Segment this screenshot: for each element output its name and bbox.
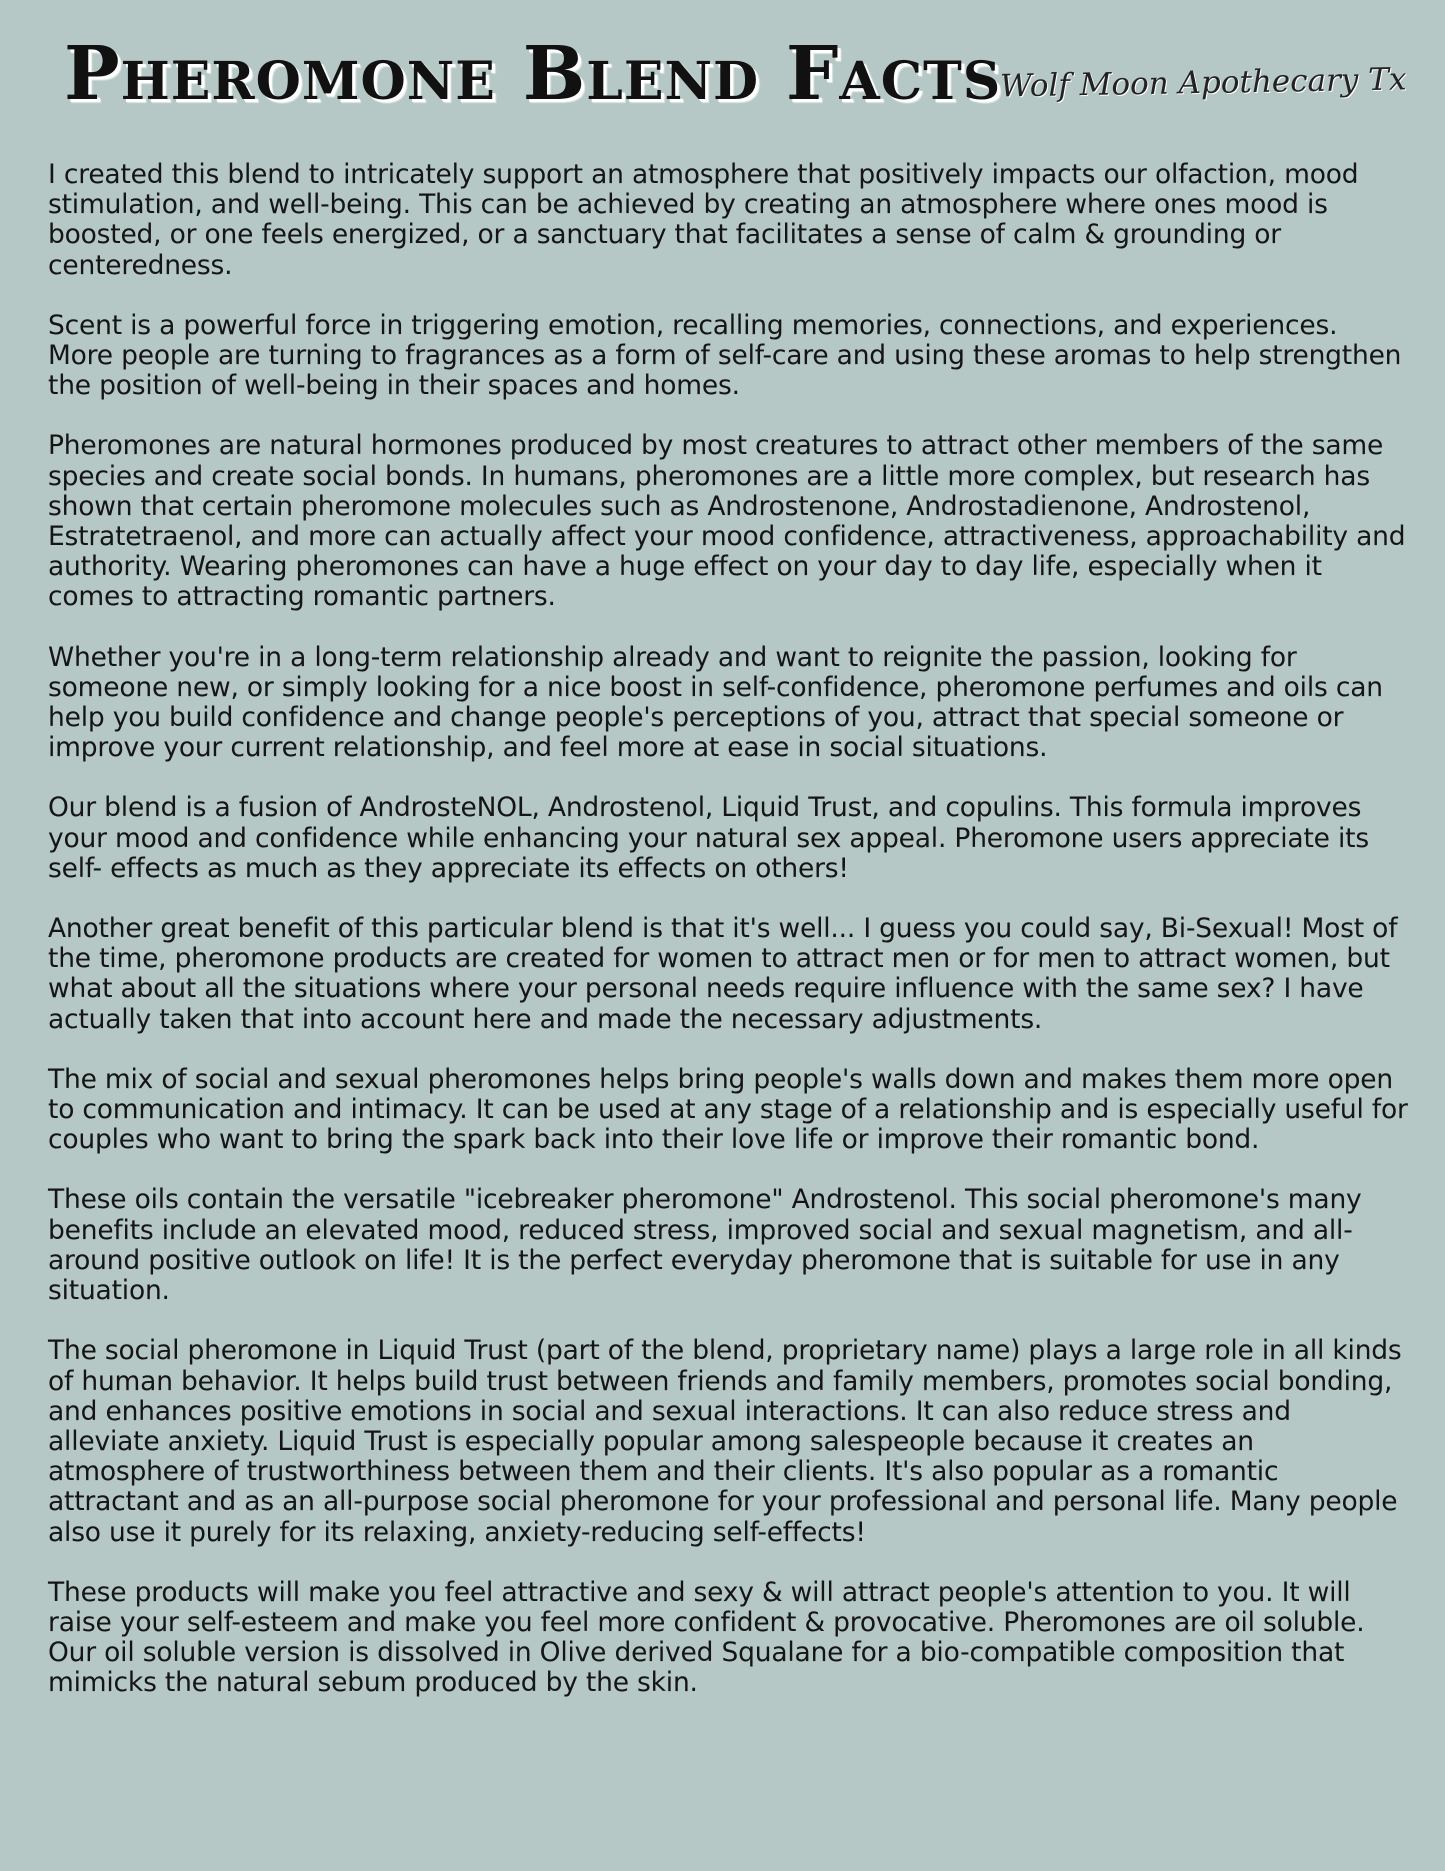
brand-signature: Wolf Moon Apothecary Tx (999, 61, 1407, 105)
paragraph-androstenol: These oils contain the versatile "icebreaker pheromone" Androstenol. This social pheromone's many benefits include an elevated mood, reduced stress, improved social and sexual magnetism, and all-around positive outlook on life! It is the perfect everyday pheromone that is suitable for use in any situation. (48, 1184, 1362, 1307)
paragraph-products: These products will make you feel attractive and sexy & will attract people's attention to you. It will raise your self-esteem and make you feel more confident & provocative. Pheromones are oil soluble. Our oil soluble version is dissolved in Olive derived Squalane for a bio-compatible composition that mimicks the natural sebum produced by the skin. (48, 1576, 1365, 1699)
body-text (48, 160, 1410, 1729)
page-title: Pheromone Blend Facts (64, 31, 1002, 117)
paragraph-pheromones: Pheromones are natural hormones produced by most creatures to attract other members of the same species and create social bonds. In humans, pheromones are a little more complex, but research has shown that certain pheromone molecules such as Androstenone, Androstadienone, Androstenol, Estratetraenol, and more can actually affect your mood confidence, attractiveness, approachability and authority. Wearing pheromones can have a huge effect on your day to day life, especially when it comes to attracting romantic partners. (48, 430, 1406, 613)
paragraph-relationship: Whether you're in a long-term relationship already and want to reignite the passion, looking for someone new, or simply looking for a nice boost in self-confidence, pheromone perfumes and oils can help you build confidence and change people's perceptions of you, attract that special someone or improve your current relationship, and feel more at ease in social situations. (48, 641, 1383, 764)
paragraph-social-sexual: The mix of social and sexual pheromones helps bring people's walls down and makes them more open to communication and intimacy. It can be used at any stage of a relationship and is especially useful for couples who want to bring the spark back into their love life or improve their romantic bond. (48, 1063, 1408, 1156)
paragraph-liquid-trust: The social pheromone in Liquid Trust (part of the blend, proprietary name) plays a large role in all kinds of human behavior. It helps build trust between friends and family members, promotes social bonding, and enhances positive emotions in social and sexual interactions. It can also reduce stress and alleviate anxiety. Liquid Trust is especially popular among salespeople because it creates an atmosphere of trustworthiness between them and their clients. It's also popular as a romantic attractant and as an all-purpose social pheromone for your professional and personal life. Many people also use it purely for its relaxing, anxiety-reducing self-effects! (48, 1335, 1402, 1548)
paragraph-scent: Scent is a powerful force in triggering emotion, recalling memories, connections, and experiences. More people are turning to fragrances as a form of self-care and using these aromas to help strengthen the position of well-being in their spaces and homes. (48, 309, 1402, 402)
header (0, 0, 1445, 150)
paragraph-blend: Our blend is a fusion of AndrosteNOL, Androstenol, Liquid Trust, and copulins. This formula improves your mood and confidence while enhancing your natural sex appeal. Pheromone users appreciate its self- effects as much as they appreciate its effects on others! (48, 792, 1369, 884)
paragraph-intro: I created this blend to intricately support an atmosphere that positively impacts our olfaction, mood stimulation, and well-being. This can be achieved by creating an atmosphere where ones mood is boosted, or one feels energized, or a sanctuary that facilitates a sense of calm & grounding or centeredness. (48, 159, 1359, 281)
paragraph-bisexual: Another great benefit of this particular blend is that it's well... I guess you could say, Bi-Sexual! Most of the time, pheromone products are created for women to attract men or for men to attract women, but what about all the situations where your personal needs require influence with the same sex? I have actually taken that into account here and made the necessary adjustments. (48, 913, 1398, 1035)
